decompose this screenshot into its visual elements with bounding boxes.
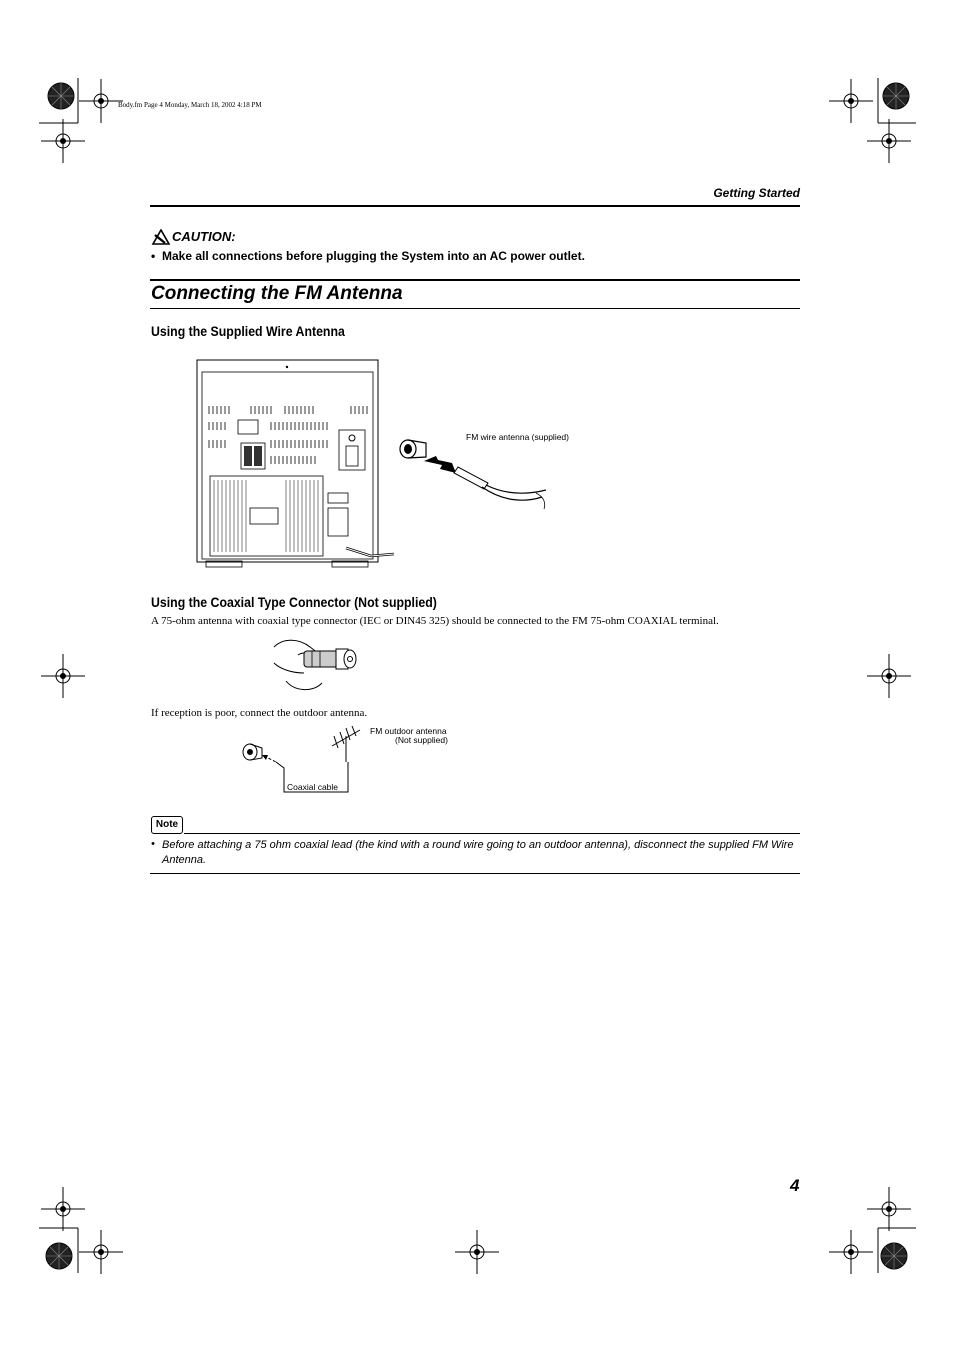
caution-text: Make all connections before plugging the System into an AC power outlet. [162,249,585,263]
section-title: Connecting the FM Antenna [151,283,403,304]
caution-icon [151,229,171,245]
section-top-rule [150,279,800,281]
note-label: Note [155,819,179,830]
caution-bullet: • [151,249,156,263]
coaxial-cable-label: Coaxial cable [287,782,339,792]
page-number: 4 [790,1176,800,1195]
note-badge [151,816,183,834]
coaxial-hand-illustration [268,633,368,699]
header-rule [150,205,800,207]
wire-antenna-callout: FM wire antenna (supplied) [466,432,569,442]
note-bottom-rule [150,873,800,874]
coaxial-body-text: A 75-ohm antenna with coaxial type connector (IEC or DIN45 325) should be connected to the FM 75-ohm COAXIAL terminal. [151,615,719,627]
subheading-coaxial: Using the Coaxial Type Connector (Not supplied) [151,594,437,610]
subheading-wire-antenna: Using the Supplied Wire Antenna [151,323,345,339]
outdoor-antenna-label-1: FM outdoor antenna [370,726,447,736]
file-info: Body.fm Page 4 Monday, March 18, 2002 4:18 PM [118,101,262,109]
outdoor-antenna-label-2: (Not supplied) [395,735,448,745]
poor-reception-text: If reception is poor, connect the outdoor antenna. [151,707,368,719]
note-bullet: • [151,838,155,850]
section-header: Getting Started [713,186,800,200]
caution-title: CAUTION: [172,229,236,244]
note-text: Before attaching a 75 ohm coaxial lead (the kind with a round wire going to an outdoor antenna), disconnect the supplied FM Wire Antenna. [162,839,794,866]
note-top-rule [184,833,800,834]
section-bottom-rule [150,308,800,309]
rear-panel-illustration [196,358,396,570]
